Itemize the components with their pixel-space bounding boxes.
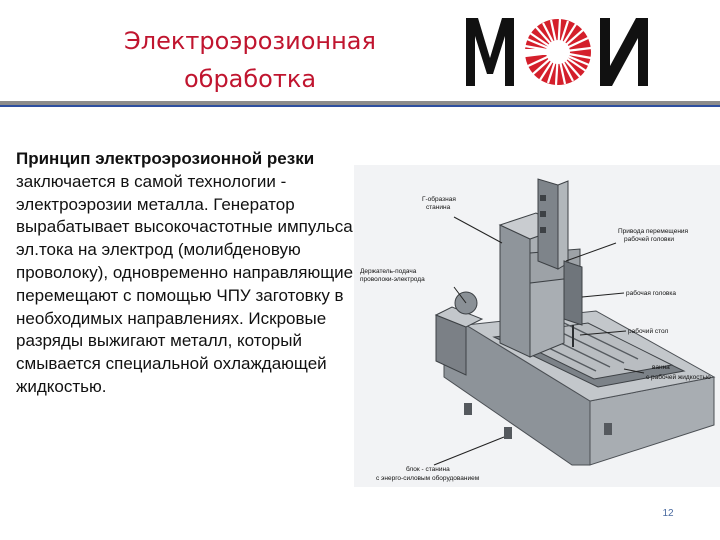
- label-frame-1: Г-образная: [422, 196, 456, 203]
- label-drive-2: рабочей головки: [624, 236, 674, 243]
- page-number: 12: [662, 508, 674, 519]
- edm-machine-figure: [354, 165, 720, 487]
- slide-title-line2: обработка: [183, 65, 317, 93]
- label-bath-2: с рабочей жидкостью: [646, 374, 711, 381]
- mei-logo: [462, 14, 654, 90]
- label-base-1: блок - станина: [406, 466, 450, 473]
- header-rule-blue: [0, 105, 720, 107]
- label-frame-2: станина: [426, 204, 451, 211]
- label-holder-2: проволоки-электрода: [360, 276, 425, 283]
- label-table: рабочий стол: [628, 328, 669, 335]
- body-paragraph: [16, 148, 361, 399]
- body-bold-lead: Принцип электроэрозионной резки: [16, 149, 315, 168]
- label-bath-1: ванна: [652, 364, 670, 371]
- slide-title-line1: Электроэрозионная: [124, 27, 376, 55]
- label-holder-1: Держатель-подача: [360, 268, 417, 275]
- label-drive-1: Привода перемещения: [618, 228, 689, 235]
- slide-title: [60, 22, 440, 98]
- body-rest: заключается в самой технологии - электроэрозии металла. Генератор вырабатывает высокочастотные импульса эл.тока на электрод (молибденовую проволоку), одновременно направляющие перемещают с помощью ЧПУ заготовку в необходимых направлениях. Искровые разряды выжигают металл, который смывается специальной охлаждающей жидкостью.: [16, 171, 354, 396]
- label-base-2: с энерго-силовым оборудованием: [376, 475, 480, 482]
- label-head: рабочая головка: [626, 290, 676, 297]
